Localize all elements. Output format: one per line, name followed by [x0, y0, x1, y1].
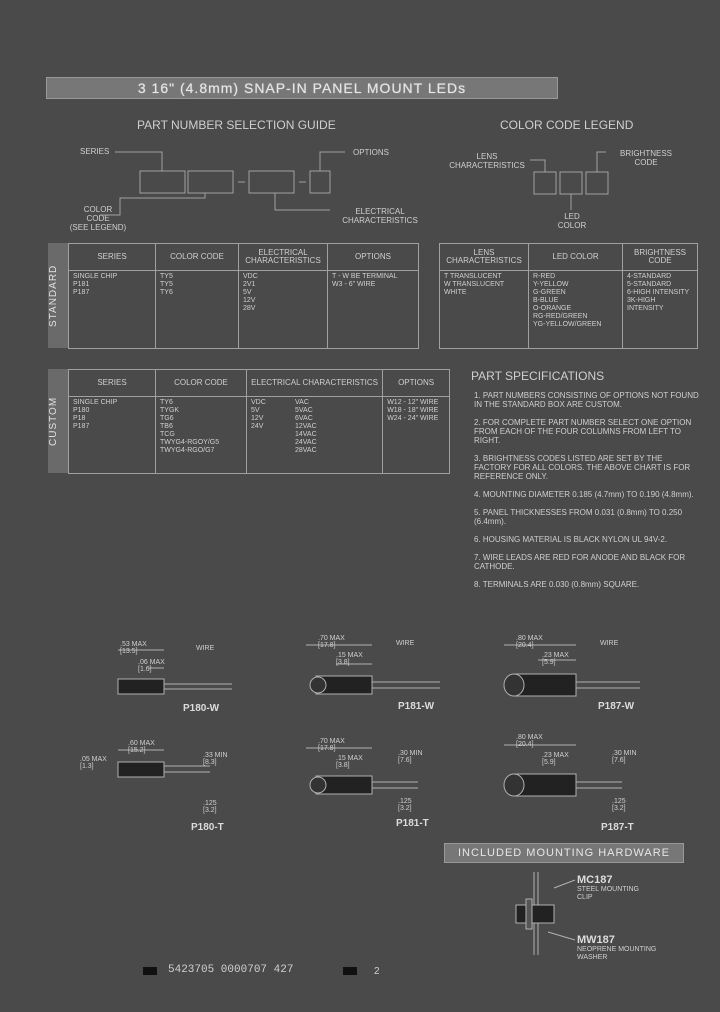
p181t-dim4: .125 [3.2] — [398, 798, 412, 812]
mc187-label: MC187 — [577, 874, 613, 886]
p181w-dim1: .70 MAX [17.8] — [318, 635, 345, 649]
page-title: 3 16" (4.8mm) SNAP-IN PANEL MOUNT LEDs — [46, 77, 558, 99]
std-color-cell: TY5 TY5 TY6 — [156, 271, 239, 349]
p180w-dim1: .53 MAX [13.5] — [120, 641, 147, 655]
p187t-dim3: .30 MIN [7.6] — [612, 750, 637, 764]
p187t-dim1: .80 MAX [20.4] — [516, 734, 543, 748]
guide-color-code-label: COLOR CODE (SEE LEGEND) — [69, 205, 127, 232]
spec-item: 5. PANEL THICKNESSES FROM 0.031 (0.8mm) TO 0.250 (6.4mm). — [474, 508, 683, 526]
spec-item: 3. BRIGHTNESS CODES LISTED ARE SET BY THE FACTORY FOR ALL COLORS. THE ABOVE CHART IS FOR REFERENCE ONLY. — [474, 454, 691, 481]
p180w-dim2: .06 MAX [1.6] — [138, 659, 165, 673]
p187t-label: P187-T — [601, 822, 634, 833]
custom-options-cell: W12 - 12" WIRE W18 - 18" WIRE W24 - 24" WIRE — [383, 397, 450, 474]
p187t-dim4: .125 [3.2] — [612, 798, 626, 812]
p180t-dim4: .125 [3.2] — [203, 800, 217, 814]
legend-header-led: LED COLOR — [529, 244, 623, 271]
p187t-dim2: .23 MAX [5.9] — [542, 752, 569, 766]
std-header-series: SERIES — [69, 244, 156, 271]
guide-series-label: SERIES — [80, 147, 110, 156]
spec-item: 1. PART NUMBERS CONSISTING OF OPTIONS NOT FOUND IN THE STANDARD BOX ARE CUSTOM. — [474, 391, 699, 409]
custom-series-cell: SINGLE CHIP P180 P18 P187 — [69, 397, 156, 474]
p181w-wire: WIRE — [396, 640, 415, 647]
p181t-dim1: .70 MAX [17.8] — [318, 738, 345, 752]
std-header-options: OPTIONS — [328, 244, 419, 271]
p181w-label: P181-W — [398, 701, 435, 712]
p180t-label: P180-T — [191, 822, 224, 833]
custom-header-color-code: COLOR CODE — [156, 370, 247, 397]
p181w-dim2: .15 MAX [3.8] — [336, 652, 363, 666]
custom-color-cell: TY6 TYGK TG6 TB6 TCG TWYG4-RGOY/G5 TWYG4-RGO/G7 — [156, 397, 247, 474]
barcode-mark-right — [343, 967, 357, 975]
legend-header-lens: LENS CHARACTERISTICS — [440, 244, 529, 271]
std-electrical-cell: VDC 2V1 5V 12V 28V — [239, 271, 328, 349]
spec-item: 4. MOUNTING DIAMETER 0.185 (4.7mm) TO 0.190 (4.8mm). — [474, 490, 694, 499]
legend-header-brightness: BRIGHTNESS CODE — [623, 244, 698, 271]
selection-guide-heading: PART NUMBER SELECTION GUIDE — [137, 118, 336, 132]
std-header-color-code: COLOR CODE — [156, 244, 239, 271]
barcode-mark-left — [143, 967, 157, 975]
p181t-dim3: .30 MIN [7.6] — [398, 750, 423, 764]
custom-header-electrical: ELECTRICAL CHARACTERISTICS — [247, 370, 383, 397]
custom-vdc-cell: VDC 5V 12V 24V — [247, 397, 292, 474]
custom-header-series: SERIES — [69, 370, 156, 397]
custom-vac-cell: VAC 5VAC 6VAC 12VAC 14VAC 24VAC 28VAC — [295, 399, 317, 454]
legend-lens-label: LENS CHARACTERISTICS — [449, 152, 525, 170]
p187w-wire: WIRE — [600, 640, 619, 647]
p180t-dim1: .60 MAX [15.2] — [128, 740, 155, 754]
p187w-label: P187-W — [598, 701, 635, 712]
mc187-desc: STEEL MOUNTING CLIP — [577, 886, 639, 901]
legend-led-cell: R-RED Y-YELLOW G-GREEN B-BLUE O-ORANGE RG-RED/GREEN YG-YELLOW/GREEN — [529, 271, 623, 349]
guide-electrical-label: ELECTRICAL CHARACTERISTICS — [342, 207, 418, 225]
spec-item: 2. FOR COMPLETE PART NUMBER SELECT ONE OPTION FROM EACH OF THE FOUR COLUMNS FROM LEFT TO RIGHT. — [474, 418, 692, 445]
p181t-label: P181-T — [396, 818, 429, 829]
color-legend-heading: COLOR CODE LEGEND — [500, 118, 634, 132]
std-header-electrical: ELECTRICAL CHARACTERISTICS — [239, 244, 328, 271]
custom-side-label: CUSTOM — [48, 369, 68, 473]
mw187-desc: NEOPRENE MOUNTING WASHER — [577, 946, 657, 961]
hardware-heading: INCLUDED MOUNTING HARDWARE — [444, 843, 684, 863]
specs-heading: PART SPECIFICATIONS — [471, 369, 605, 383]
p180w-label: P180-W — [183, 703, 220, 714]
std-options-cell: T - W BE TERMINAL W3 - 6" WIRE — [328, 271, 419, 349]
p181t-dim2: .15 MAX [3.8] — [336, 755, 363, 769]
spec-item: 6. HOUSING MATERIAL IS BLACK NYLON UL 94V-2. — [474, 535, 668, 544]
spec-item: 7. WIRE LEADS ARE RED FOR ANODE AND BLACK FOR CATHODE. — [474, 553, 686, 571]
mw187-label: MW187 — [577, 934, 615, 946]
p180t-dim3: .33 MIN [8.3] — [203, 752, 228, 766]
standard-side-label: STANDARD — [48, 243, 68, 348]
legend-lens-cell: T TRANSLUCENT W TRANSLUCENT WHITE — [440, 271, 529, 349]
barcode-number: 5423705 0000707 427 — [168, 964, 294, 976]
guide-options-label: OPTIONS — [353, 148, 390, 157]
std-series-cell: SINGLE CHIP P181 P187 — [69, 271, 156, 349]
p180t-dim2: .05 MAX [1.3] — [80, 756, 107, 770]
page-number: 2 — [374, 966, 380, 977]
p187w-dim2: .23 MAX [5.9] — [542, 652, 569, 666]
legend-brightness-cell: 4-STANDARD 5-STANDARD 6-HIGH INTENSITY 3K-HIGH INTENSITY — [623, 271, 698, 349]
legend-led-label: LED COLOR — [557, 212, 587, 230]
legend-brightness-label: BRIGHTNESS CODE — [619, 149, 672, 167]
p180w-wire: WIRE — [196, 645, 215, 652]
custom-header-options: OPTIONS — [383, 370, 450, 397]
spec-item: 8. TERMINALS ARE 0.030 (0.8mm) SQUARE. — [474, 580, 640, 589]
p187w-dim1: .80 MAX [20.4] — [516, 635, 543, 649]
